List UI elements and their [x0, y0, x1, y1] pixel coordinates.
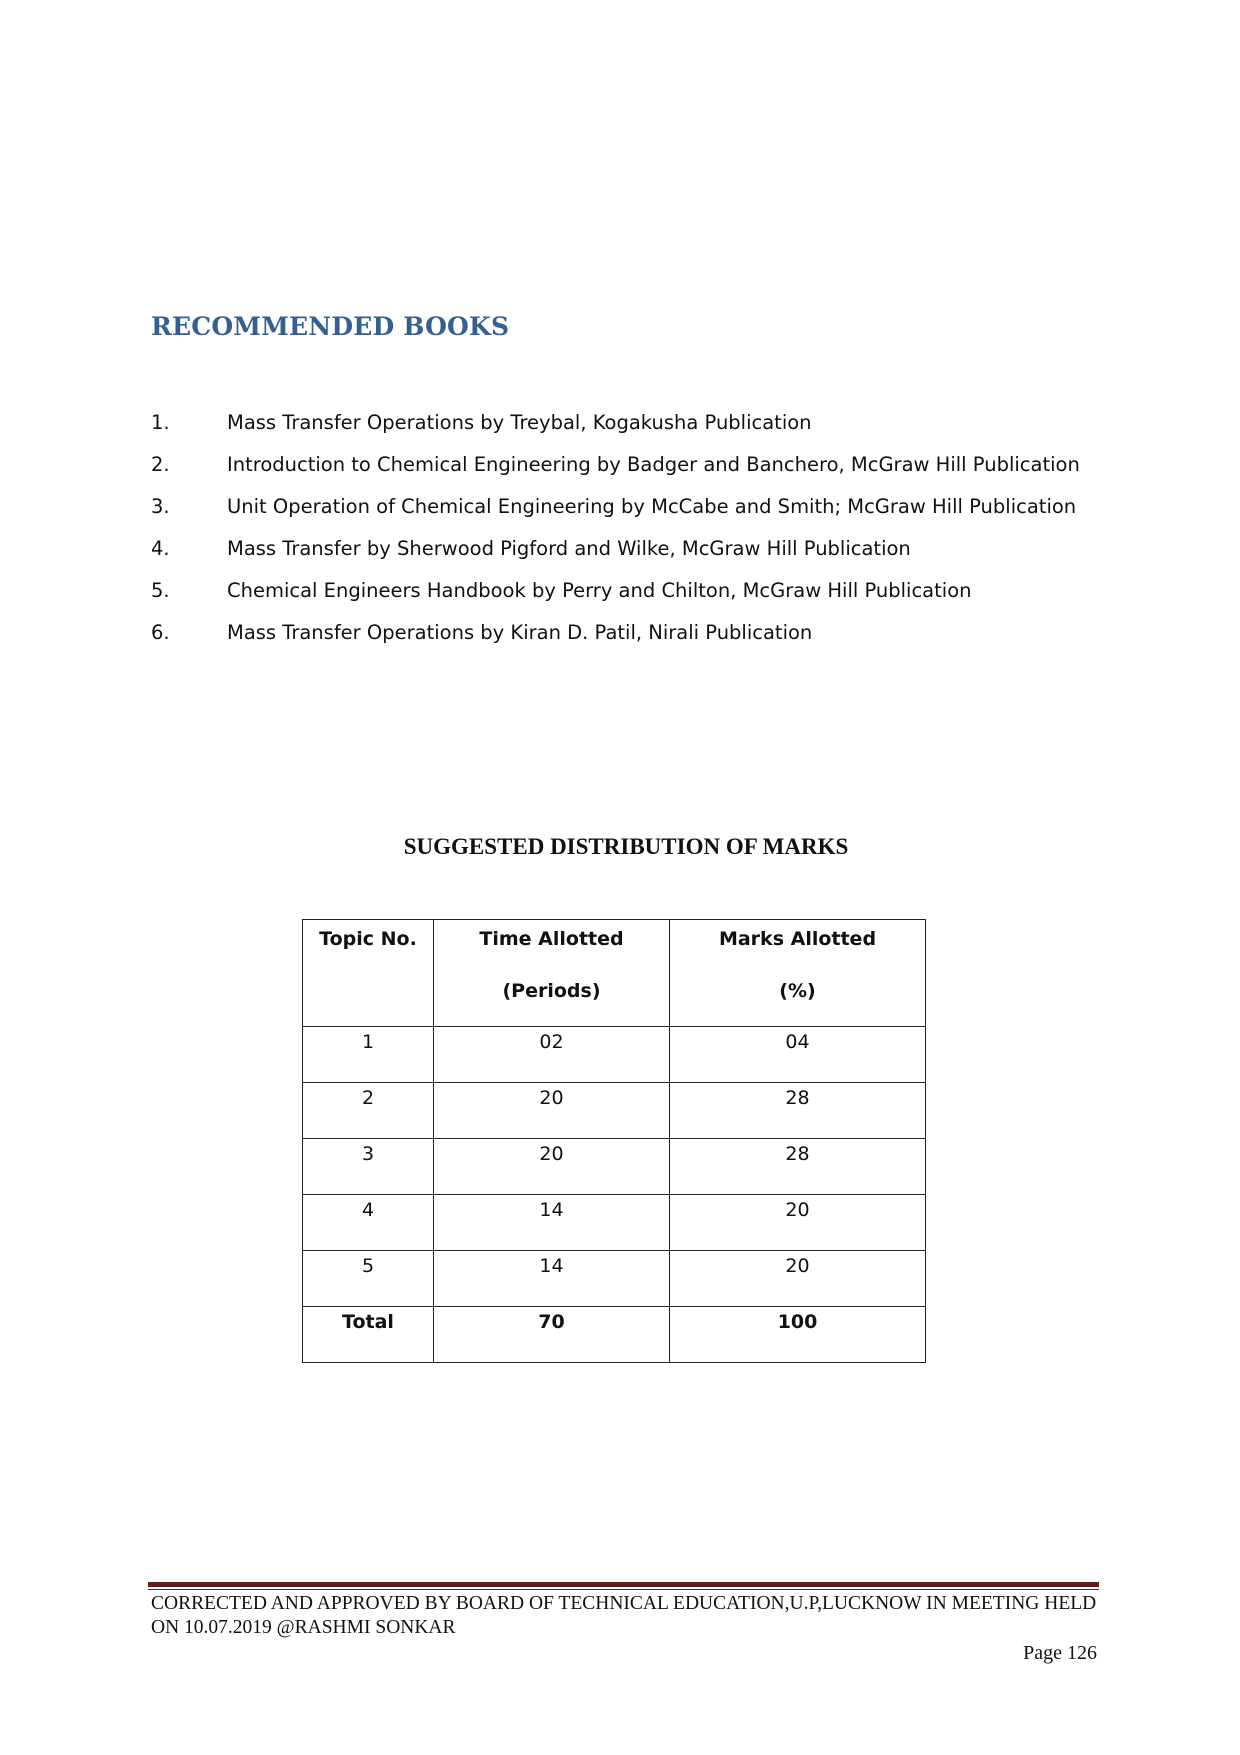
section-heading: RECOMMENDED BOOKS — [151, 312, 510, 341]
cell-total-time: 70 — [434, 1307, 670, 1363]
header-time-allotted — [434, 920, 670, 1027]
table-title: SUGGESTED DISTRIBUTION OF MARKS — [403, 834, 849, 859]
recommended-books-list — [151, 402, 1111, 654]
cell-marks: 28 — [670, 1139, 926, 1195]
footer-approval-note — [151, 1592, 1101, 1640]
book-title: Mass Transfer by Sherwood Pigford and Wilke, McGraw Hill Publication — [227, 537, 911, 560]
cell-topic: 4 — [303, 1195, 434, 1251]
cell-marks: 28 — [670, 1083, 926, 1139]
table-row — [303, 1027, 926, 1083]
header-label: Time Allotted — [479, 928, 624, 950]
header-sublabel: (Periods) — [502, 980, 601, 1002]
book-number: 3. — [151, 495, 170, 518]
cell-topic: 2 — [303, 1083, 434, 1139]
cell-topic: 3 — [303, 1139, 434, 1195]
footer-line: CORRECTED AND APPROVED BY BOARD OF TECHNICAL EDUCATION,U.P,LUCKNOW IN MEETING HELD — [151, 1593, 1097, 1614]
book-title: Mass Transfer Operations by Kiran D. Patil, Nirali Publication — [227, 621, 813, 644]
book-item — [151, 402, 1111, 444]
page-number: Page 126 — [1023, 1642, 1097, 1664]
book-number: 5. — [151, 579, 170, 602]
cell-marks: 20 — [670, 1251, 926, 1307]
book-item — [151, 486, 1111, 528]
header-sublabel: (%) — [779, 980, 816, 1002]
footer-divider-thick — [148, 1582, 1099, 1587]
book-item — [151, 570, 1111, 612]
book-number: 1. — [151, 411, 170, 434]
cell-topic: 5 — [303, 1251, 434, 1307]
table-row — [303, 1139, 926, 1195]
book-item — [151, 528, 1111, 570]
book-number: 6. — [151, 621, 170, 644]
table-row — [303, 1195, 926, 1251]
cell-marks: 20 — [670, 1195, 926, 1251]
cell-time: 14 — [434, 1195, 670, 1251]
cell-time: 20 — [434, 1139, 670, 1195]
table-row — [303, 1251, 926, 1307]
cell-total-label: Total — [303, 1307, 434, 1363]
cell-time: 14 — [434, 1251, 670, 1307]
book-item — [151, 612, 1111, 654]
book-item — [151, 444, 1111, 486]
book-title: Unit Operation of Chemical Engineering by McCabe and Smith; McGraw Hill Publication — [227, 495, 1077, 518]
footer-line: ON 10.07.2019 @RASHMI SONKAR — [151, 1617, 456, 1638]
header-marks-allotted — [670, 920, 926, 1027]
table-total-row — [303, 1307, 926, 1363]
cell-time: 20 — [434, 1083, 670, 1139]
cell-total-marks: 100 — [670, 1307, 926, 1363]
header-label: Topic No. — [319, 928, 417, 950]
cell-time: 02 — [434, 1027, 670, 1083]
book-title: Mass Transfer Operations by Treybal, Kogakusha Publication — [227, 411, 812, 434]
table-header-row — [303, 920, 926, 1027]
header-label: Marks Allotted — [718, 928, 877, 950]
book-number: 4. — [151, 537, 170, 560]
cell-marks: 04 — [670, 1027, 926, 1083]
book-title: Introduction to Chemical Engineering by Badger and Banchero, McGraw Hill Publication — [227, 453, 1080, 476]
header-topic-no — [303, 920, 434, 1027]
marks-distribution-table — [302, 919, 926, 1363]
book-title: Chemical Engineers Handbook by Perry and Chilton, McGraw Hill Publication — [227, 579, 972, 602]
cell-topic: 1 — [303, 1027, 434, 1083]
book-number: 2. — [151, 453, 170, 476]
table-row — [303, 1083, 926, 1139]
header-sublabel — [303, 952, 433, 978]
footer-divider-thin — [148, 1589, 1099, 1590]
